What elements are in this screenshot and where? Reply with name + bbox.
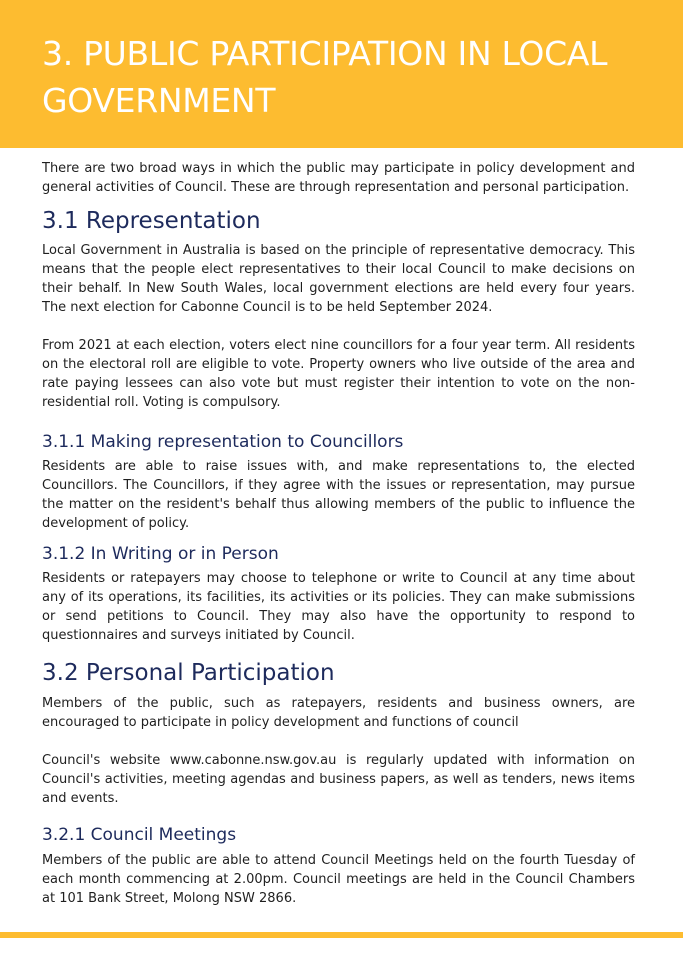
document-body [42, 159, 635, 908]
section-3-1-paragraph-2: From 2021 at each election, voters elect nine councillors for a four year term. All residents on the electoral roll are eligible to vote. Property owners who live outside of the area and rate paying lessees can also vote but must register their intention to vote on the non-residential roll. Voting is compulsory. [42, 338, 635, 410]
intro-paragraph: There are two broad ways in which the public may participate in policy development and general activities of Council. These are through representation and personal participation. [42, 161, 635, 195]
section-heading-3-1: 3.1 Representation [42, 208, 261, 234]
section-3-2-paragraph-2: Council's website www.cabonne.nsw.gov.au is regularly updated with information on Council's activities, meeting agendas and business papers, as well as tenders, news items and events. [42, 753, 635, 806]
header-band [0, 0, 683, 148]
section-heading-3-2-1: 3.2.1 Council Meetings [42, 825, 237, 845]
section-heading-3-2: 3.2 Personal Participation [42, 660, 335, 686]
section-heading-3-1-2: 3.1.2 In Writing or in Person [42, 544, 279, 564]
footer-accent-bar [0, 932, 683, 938]
page-title: 3. PUBLIC PARTICIPATION IN LOCAL GOVERNMENT [42, 34, 608, 120]
section-3-2-1-paragraph: Members of the public are able to attend Council Meetings held on the fourth Tuesday of each month commencing at 2.00pm. Council meetings are held in the Council Chambers at 101 Bank Street, Molong NSW 2866. [42, 853, 635, 906]
section-3-1-2-paragraph: Residents or ratepayers may choose to telephone or write to Council at any time about any of its operations, its facilities, its activities or its policies. They can make submissions or send petitions to Council. They may also have the opportunity to respond to questionnaires and surveys initiated by Council. [42, 571, 635, 643]
section-3-1-paragraph-1: Local Government in Australia is based on the principle of representative democracy. This means that the people elect representatives to their local Council to make decisions on their behalf. In New South Wales, local government elections are held every four years. The next election for Cabonne Council is to be held September 2024. [42, 243, 635, 315]
section-3-2-paragraph-1: Members of the public, such as ratepayers, residents and business owners, are encouraged to participate in policy development and functions of council [42, 696, 635, 730]
section-3-1-1-paragraph: Residents are able to raise issues with, and make representations to, the elected Councillors. The Councillors, if they agree with the issues or representation, may pursue the matter on the resident's behalf thus allowing members of the public to influence the development of policy. [42, 459, 635, 531]
section-heading-3-1-1: 3.1.1 Making representation to Councillors [42, 432, 404, 452]
